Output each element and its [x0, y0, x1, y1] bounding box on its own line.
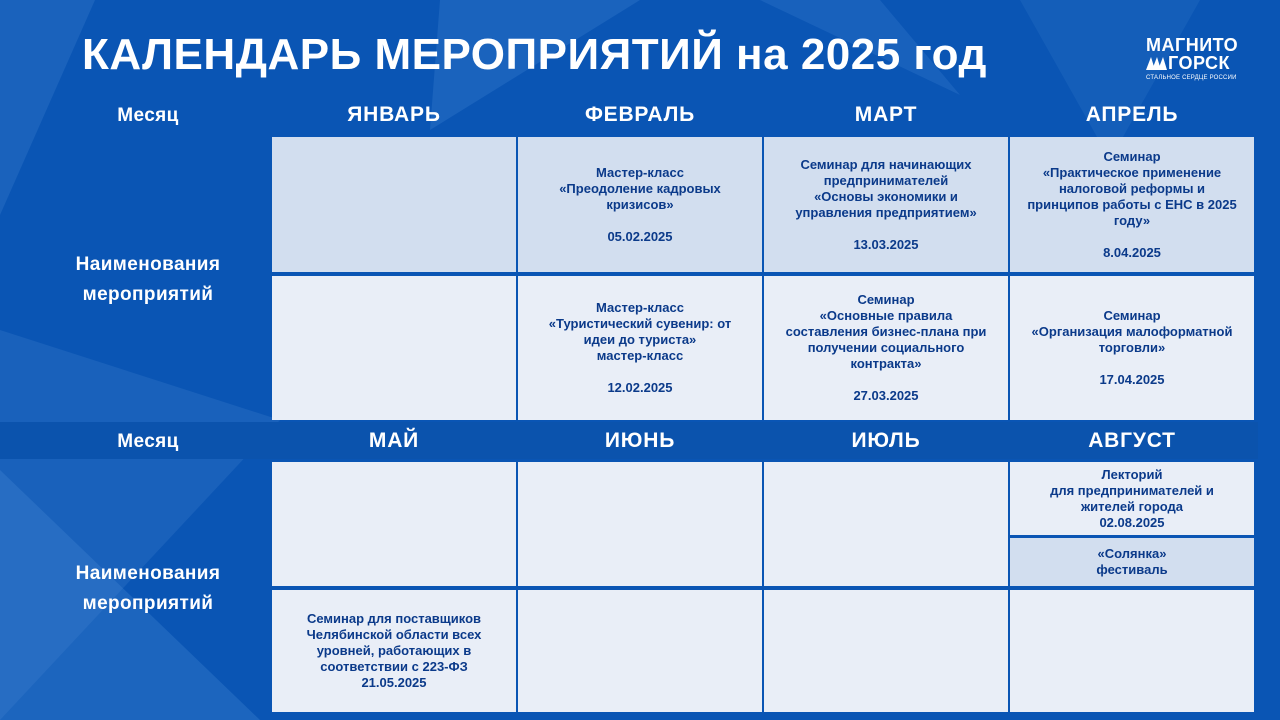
events-row-label-2: Наименования мероприятий [75, 563, 221, 614]
logo-tagline: СТАЛЬНОЕ СЕРДЦЕ РОССИИ [1146, 75, 1237, 81]
month-header-may: МАЙ [368, 429, 420, 452]
event-cell-august-1 [1010, 462, 1254, 535]
month-header-april: АПРЕЛЬ [1085, 103, 1179, 126]
event-title: Семинар для поставщиков Челябинской области всех уровней, работающих в соответствии с 223-ФЗ 21.05.2025 [306, 611, 482, 690]
month-row-label: Месяц [117, 105, 179, 126]
city-logo [1146, 36, 1258, 81]
month-header-january: ЯНВАРЬ [347, 103, 441, 126]
event-cell-august-2 [1010, 538, 1254, 586]
month-header-july: ИЮЛЬ [851, 429, 921, 452]
event-title: Семинар «Основные правила составления бизнес-плана при получении социального контракта» [785, 292, 987, 371]
page-title: КАЛЕНДАРЬ МЕРОПРИЯТИЙ на 2025 год [82, 30, 987, 79]
events-row-label: Наименования мероприятий [75, 254, 221, 305]
event-title: Лекторий для предпринимателей и жителей города 02.08.2025 [1050, 466, 1214, 530]
event-date: 27.03.2025 [853, 388, 919, 403]
event-cell-may-2 [272, 590, 516, 712]
event-cell-may-1 [272, 462, 516, 586]
event-title: «Солянка» фестиваль [1096, 546, 1168, 577]
event-title: Семинар «Практическое применение налоговой реформы и принципов работы с ЕНС в 2025 году» [1027, 148, 1237, 228]
month-row-label-2: Месяц [117, 431, 179, 452]
event-cell-april-1 [1010, 137, 1254, 272]
event-cell-march-1 [764, 137, 1008, 272]
event-cell-july-2 [764, 590, 1008, 712]
event-cell-march-2 [764, 276, 1008, 420]
month-header-august: АВГУСТ [1088, 429, 1176, 452]
logo-line-1: МАГНИТО [1146, 35, 1239, 55]
event-title: Семинар «Организация малоформатной торговли» [1031, 308, 1233, 355]
logo-line-2: ГОРСК [1146, 54, 1258, 72]
event-date: 05.02.2025 [607, 228, 673, 244]
event-title: Семинар для начинающих предпринимателей «Основы экономики и управления предприятием» [795, 156, 977, 220]
event-cell-june-1 [518, 462, 762, 586]
event-cell-august-3 [1010, 590, 1254, 712]
month-header-february: ФЕВРАЛЬ [584, 103, 696, 126]
month-header-march: МАРТ [854, 103, 918, 126]
event-date: 8.04.2025 [1103, 244, 1161, 260]
event-date: 17.04.2025 [1099, 372, 1165, 387]
event-cell-january-2 [272, 276, 516, 420]
event-date: 13.03.2025 [853, 236, 919, 252]
event-cell-june-2 [518, 590, 762, 712]
event-cell-february-2 [518, 276, 762, 420]
event-cell-july-1 [764, 462, 1008, 586]
event-title: Мастер-класс «Преодоление кадровых кризисов» [559, 164, 721, 212]
event-date: 12.02.2025 [607, 380, 673, 395]
event-cell-february-1 [518, 137, 762, 272]
logo-mark-icon [1146, 55, 1168, 70]
event-cell-january-1 [272, 137, 516, 272]
month-header-june: ИЮНЬ [604, 429, 676, 452]
event-title: Мастер-класс «Туристический сувенир: от идеи до туриста» мастер-класс [548, 300, 732, 363]
event-cell-april-2 [1010, 276, 1254, 420]
